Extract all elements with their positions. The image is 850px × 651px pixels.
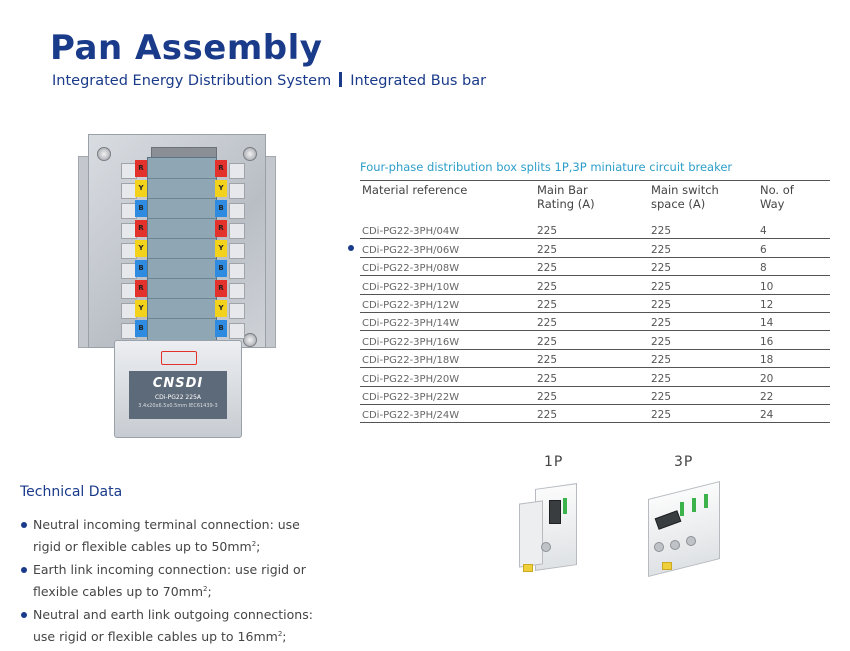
mcb-3p-clip (662, 562, 672, 570)
cell-ways: 20 (760, 372, 774, 385)
phase-label-y: Y (215, 300, 227, 317)
header-main-bar (537, 183, 595, 211)
phase-label-b: B (215, 320, 227, 337)
list-item (20, 561, 325, 601)
terminal (229, 243, 245, 259)
table-row (360, 276, 830, 294)
screw-icon (97, 147, 111, 161)
table-body (360, 221, 830, 423)
table-caption: Four-phase distribution box splits 1P,3P miniature circuit breaker (360, 160, 733, 174)
mcb-3p-indicator (692, 498, 696, 512)
mcb-1p-indicator (563, 498, 567, 514)
page-subtitle (52, 72, 486, 89)
product-label (129, 371, 227, 419)
cell-ref: CDi-PG22-3PH/18W (362, 355, 460, 367)
phase-label-r: R (215, 220, 227, 237)
table-row (360, 350, 830, 368)
phase-label-r: R (215, 280, 227, 297)
cell-switch: 225 (651, 225, 672, 238)
mcb-1p-clip (523, 564, 533, 572)
terminal (229, 223, 245, 239)
terminal (229, 163, 245, 179)
window-divider (148, 218, 216, 219)
cell-bar: 225 (537, 354, 558, 367)
cover-slot (161, 351, 197, 365)
screw-icon (243, 333, 257, 347)
phase-label-b: B (135, 260, 147, 277)
cell-ref: CDi-PG22-3PH/14W (362, 318, 460, 330)
cell-ways: 4 (760, 225, 767, 238)
item-line2: rigid or flexible cables up to 50mm (33, 538, 252, 554)
label-3p: 3P (674, 454, 694, 470)
phase-label-b: B (215, 260, 227, 277)
cell-ways: 8 (760, 262, 767, 275)
phase-label-b: B (135, 320, 147, 337)
terminal (229, 283, 245, 299)
cell-ways: 6 (760, 243, 767, 256)
brand-logo: CNSDI (152, 376, 204, 391)
item-line2: flexible cables up to 70mm (33, 583, 204, 599)
terminal-cover (114, 340, 242, 438)
subtitle-left: Integrated Energy Distribution System (52, 73, 332, 89)
table-row (360, 331, 830, 349)
cell-bar: 225 (537, 372, 558, 385)
item-end: ; (207, 583, 212, 599)
right-terminals (229, 157, 243, 347)
page-title: Pan Assembly (50, 28, 323, 68)
header-main-switch-line2: space (A) (651, 197, 706, 211)
row-marker-icon (348, 245, 354, 251)
technical-data-heading: Technical Data (20, 484, 123, 500)
cell-ways: 22 (760, 390, 774, 403)
cell-ref: CDi-PG22-3PH/04W (362, 226, 460, 238)
busbar-window (147, 157, 217, 349)
phase-label-y: Y (215, 240, 227, 257)
cell-switch: 225 (651, 298, 672, 311)
cell-ref: CDi-PG22-3PH/06W (362, 244, 460, 256)
table-row (360, 368, 830, 386)
header-ways-line2: Way (760, 197, 785, 211)
cell-bar: 225 (537, 390, 558, 403)
cell-ways: 18 (760, 354, 774, 367)
cell-switch: 225 (651, 280, 672, 293)
subtitle-right: Integrated Bus bar (350, 73, 487, 89)
screw-icon (243, 147, 257, 161)
list-item (20, 516, 325, 556)
cell-ways: 14 (760, 317, 774, 330)
phase-label-r: R (135, 220, 147, 237)
mcb-1p-screw-icon (541, 542, 551, 552)
phase-label-r: R (215, 160, 227, 177)
header-ways-line1: No. of (760, 183, 794, 197)
cell-bar: 225 (537, 225, 558, 238)
window-divider (148, 318, 216, 319)
cell-switch: 225 (651, 317, 672, 330)
cell-ways: 10 (760, 280, 774, 293)
header-main-bar-line2: Rating (A) (537, 197, 595, 211)
item-sup: 2 (277, 629, 283, 638)
phase-label-y: Y (135, 240, 147, 257)
mcb-3p-screw-icon (654, 542, 664, 552)
cell-ref: CDi-PG22-3PH/08W (362, 263, 460, 275)
window-divider (148, 198, 216, 199)
window-divider (148, 298, 216, 299)
left-terminals (121, 157, 135, 347)
product-model-detail: 3.4x20x6.5x0.5mm IEC61439-3 (138, 403, 218, 409)
cell-switch: 225 (651, 243, 672, 256)
table-row (360, 221, 830, 239)
label-1p: 1P (544, 454, 564, 470)
cell-bar: 225 (537, 409, 558, 422)
header-material: Material reference (362, 183, 468, 197)
mcb-3p-screw-icon (686, 536, 696, 546)
cell-switch: 225 (651, 390, 672, 403)
table-header (360, 180, 830, 221)
mcb-3p-indicator (680, 502, 684, 516)
table-row (360, 258, 830, 276)
item-end: ; (282, 628, 287, 644)
pan-assembly-photo (78, 134, 266, 436)
item-sup: 2 (251, 539, 257, 548)
mcb-1p-side (519, 500, 543, 567)
item-line2: use rigid or flexible cables up to 16mm (33, 628, 278, 644)
terminal (229, 263, 245, 279)
cell-bar: 225 (537, 243, 558, 256)
product-model: CDi-PG22 225A (154, 394, 201, 401)
cell-bar: 225 (537, 317, 558, 330)
cell-ref: CDi-PG22-3PH/10W (362, 281, 460, 293)
cell-ref: CDi-PG22-3PH/22W (362, 391, 460, 403)
terminal (229, 303, 245, 319)
table-row (360, 405, 830, 423)
cell-switch: 225 (651, 335, 672, 348)
cell-ways: 12 (760, 298, 774, 311)
terminal (229, 203, 245, 219)
item-line1: Neutral incoming terminal connection: use (33, 517, 300, 532)
cell-ways: 16 (760, 335, 774, 348)
cell-bar: 225 (537, 298, 558, 311)
cell-bar: 225 (537, 262, 558, 275)
terminal (229, 323, 245, 339)
item-line1: Earth link incoming connection: use rigid or (33, 562, 306, 578)
phase-label-r: R (135, 160, 147, 177)
cell-switch: 225 (651, 354, 672, 367)
cell-switch: 225 (651, 409, 672, 422)
phase-label-b: B (135, 200, 147, 217)
mcb-1p-handle (549, 500, 561, 524)
header-main-bar-line1: Main Bar (537, 183, 588, 197)
cell-switch: 225 (651, 372, 672, 385)
phase-label-r: R (135, 280, 147, 297)
mcb-3p-indicator (704, 494, 708, 508)
item-line1: Neutral and earth link outgoing connections: (33, 607, 313, 623)
window-divider (148, 258, 216, 259)
cell-bar: 225 (537, 280, 558, 293)
header-main-switch-line1: Main switch (651, 183, 719, 197)
mcb-3p-image (636, 480, 728, 572)
subtitle-separator (339, 72, 342, 87)
technical-data-list (20, 516, 325, 651)
cell-switch: 225 (651, 262, 672, 275)
phase-label-b: B (215, 200, 227, 217)
table-row (360, 239, 830, 257)
cell-ref: CDi-PG22-3PH/12W (362, 299, 460, 311)
table-row (360, 313, 830, 331)
cell-ref: CDi-PG22-3PH/20W (362, 373, 460, 385)
cell-bar: 225 (537, 335, 558, 348)
cell-ref: CDi-PG22-3PH/24W (362, 410, 460, 422)
cell-ref: CDi-PG22-3PH/16W (362, 336, 460, 348)
table-row (360, 387, 830, 405)
list-item (20, 606, 325, 646)
mcb-3p-screw-icon (670, 540, 680, 550)
metal-back-plate (88, 134, 266, 348)
phase-label-y: Y (135, 180, 147, 197)
window-divider (148, 278, 216, 279)
mcb-1p-image (515, 480, 595, 572)
item-sup: 2 (203, 584, 208, 593)
phase-label-y: Y (215, 180, 227, 197)
table-row (360, 295, 830, 313)
cell-ways: 24 (760, 409, 774, 422)
window-divider (148, 238, 216, 239)
header-ways (760, 183, 794, 211)
item-end: ; (256, 538, 261, 554)
window-divider (148, 178, 216, 179)
header-main-switch (651, 183, 719, 211)
terminal (229, 183, 245, 199)
phase-label-y: Y (135, 300, 147, 317)
